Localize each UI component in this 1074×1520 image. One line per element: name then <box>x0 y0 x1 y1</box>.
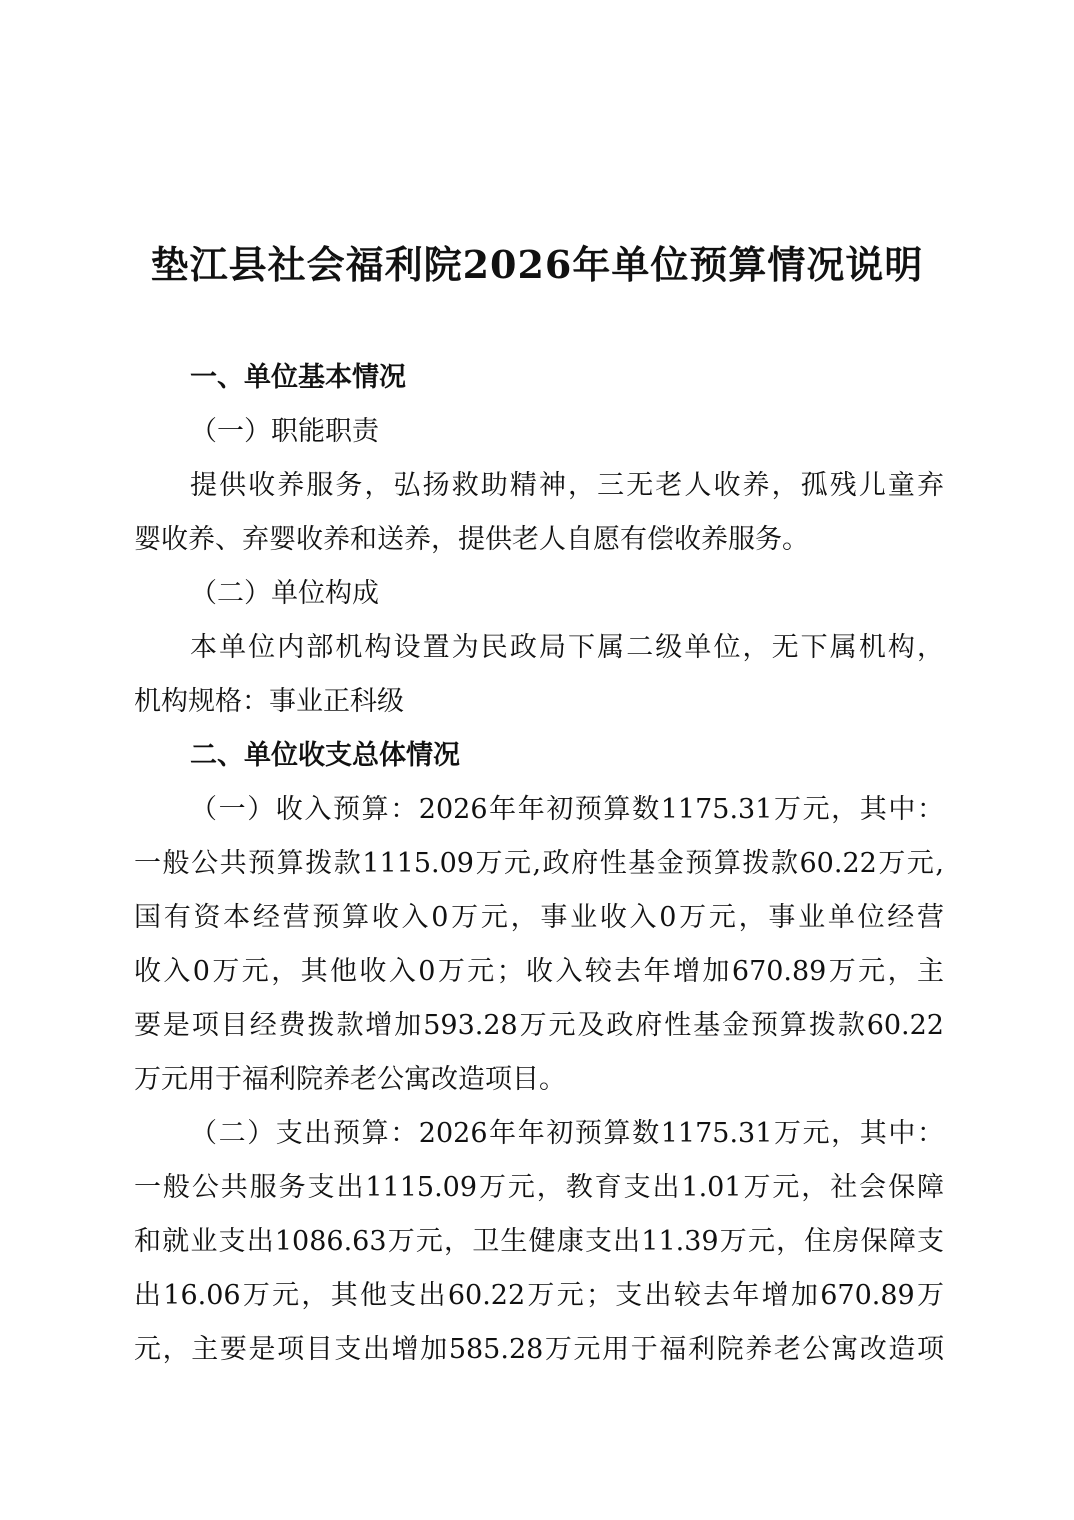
paragraph-line: 万元用于福利院养老公寓改造项目。 <box>134 1064 566 1095</box>
document-title: 垫江县社会福利院2026年单位预算情况说明 <box>150 242 924 287</box>
paragraph-line: 元，主要是项目支出增加585.28万元用于福利院养老公寓改造项 <box>134 1334 944 1365</box>
section-heading-budget-overview: 二、单位收支总体情况 <box>190 740 460 771</box>
subsection-heading-functions: （一）职能职责 <box>190 416 379 447</box>
paragraph-line: （一）收入预算：2026年年初预算数1175.31万元，其中： <box>190 794 944 825</box>
paragraph-line: 收入0万元，其他收入0万元；收入较去年增加670.89万元，主 <box>134 956 944 987</box>
paragraph-line: 国有资本经营预算收入0万元，事业收入0万元，事业单位经营 <box>134 902 944 933</box>
paragraph-line: 和就业支出1086.63万元，卫生健康支出11.39万元，住房保障支 <box>134 1226 944 1257</box>
paragraph-line: 一般公共服务支出1115.09万元，教育支出1.01万元，社会保障 <box>134 1172 944 1203</box>
subsection-heading-composition: （二）单位构成 <box>190 578 379 609</box>
paragraph-line: 机构规格：事业正科级 <box>134 686 404 717</box>
paragraph-line: 一般公共预算拨款1115.09万元,政府性基金预算拨款60.22万元, <box>134 848 944 879</box>
paragraph-line: 婴收养、弃婴收养和送养，提供老人自愿有偿收养服务。 <box>134 524 809 555</box>
section-heading-basic-info: 一、单位基本情况 <box>190 362 406 393</box>
document-body <box>134 351 944 1377</box>
paragraph-line: （二）支出预算：2026年年初预算数1175.31万元，其中： <box>190 1118 944 1149</box>
paragraph-line: 提供收养服务，弘扬救助精神，三无老人收养，孤残儿童弃 <box>190 470 944 501</box>
paragraph-line: 要是项目经费拨款增加593.28万元及政府性基金预算拨款60.22 <box>134 1010 944 1041</box>
paragraph-line: 本单位内部机构设置为民政局下属二级单位，无下属机构， <box>190 632 944 663</box>
paragraph-line: 出16.06万元，其他支出60.22万元；支出较去年增加670.89万 <box>134 1280 944 1311</box>
